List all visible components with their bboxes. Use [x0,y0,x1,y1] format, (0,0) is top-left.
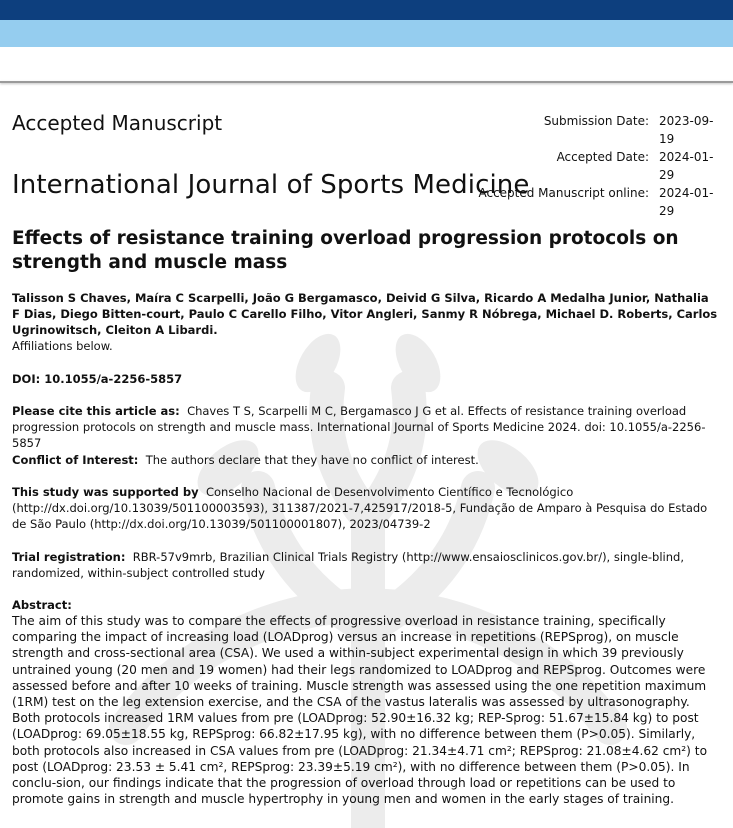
date-value: 2024-01-29 [659,186,714,218]
trial-label: Trial registration: [12,550,126,564]
article-title: Effects of resistance training overload progression protocols on strength and muscle mass [12,228,679,273]
top-banner-light [0,20,733,47]
date-label: Accepted Manuscript online: [478,186,649,200]
abstract-block [12,597,720,807]
date-label: Accepted Date: [556,150,649,164]
header-divider [0,81,733,83]
journal-title: International Journal of Sports Medicine [12,170,530,200]
conflict-text: The authors declare that they have no conflict of interest. [145,453,479,467]
support-text: Conselho Nacional de Desenvolvimento Científico e Tecnológico (http://dx.doi.org/10.13039/501100003593), 311387/2021-7,425917/2018-5, Fundação de Amparo à Pesquisa do Estado de São Paulo (http://dx.doi.org/10.13039/501100001807), 2023/04739-2 [12,485,708,531]
conflict-block [12,452,720,468]
support-block [12,484,720,532]
support-label: This study was supported by [12,485,199,499]
accepted-manuscript-label: Accepted Manuscript [12,111,223,135]
trial-text: RBR-57v9mrb, Brazilian Clinical Trials Registry (http://www.ensaiosclinicos.gov.br/), single-blind, randomized, within-subject controlled study [12,550,684,580]
cite-label: Please cite this article as: [12,404,180,418]
authors-list: Talisson S Chaves, Maíra C Scarpelli, João G Bergamasco, Deivid G Silva, Ricardo A Medalha Junior, Nathalia F Dias, Diego Bitten-court, Paulo C Carello Filho, Vitor Angleri, Sanmy R Nóbrega, Michael D. Roberts, Carlos Ugrinowitsch, Cleiton A Libardi. [12,291,718,337]
date-value: 2024-01-29 [659,150,714,182]
abstract-label: Abstract: [12,598,72,612]
dates-block [478,112,721,220]
cite-block [12,403,720,451]
doi-line: DOI: 10.1055/a-2256-5857 [12,372,183,386]
affiliations-note: Affiliations below. [12,339,113,353]
conflict-label: Conflict of Interest: [12,453,139,467]
submission-date-row [478,112,721,148]
top-banner-dark [0,0,733,20]
date-value: 2023-09-19 [659,114,714,146]
trial-block [12,549,720,581]
date-label: Submission Date: [543,114,649,128]
cite-text: Chaves T S, Scarpelli M C, Bergamasco J G et al. Effects of resistance training overload progression protocols on strength and muscle mass. International Journal of Sports Medicine 2024. doi: 10.1055/a-2256-5857 [12,404,706,450]
abstract-text: The aim of this study was to compare the effects of progressive overload in resistance training, specifically comparing the impact of increasing load (LOADprog) versus an increase in repetitions (REPSprog), on muscle strength and cross-sectional area (CSA). We used a within-subject experimental design in which 39 previously untrained young (20 men and 19 women) had their legs randomized to LOADprog and REPSprog. Outcomes were assessed before and after 10 weeks of training. Muscle strength was assessed using the one repetition maximum (1RM) test on the leg extension exercise, and the CSA of the vastus lateralis was assessed by ultrasonography. Both protocols increased 1RM values from pre (LOADprog: 52.90±16.32 kg; REP-Sprog: 51.67±15.84 kg) to post (LOADprog: 69.05±18.55 kg, REPSprog: 66.82±17.95 kg), with no difference between them (P>0.05). Similarly, both protocols also increased in CSA values from pre (LOADprog: 21.34±4.71 cm²; REPSprog: 21.08±4.62 cm²) to post (LOADprog: 23.53 ± 5.41 cm², REPSprog: 23.39±5.19 cm²), with no difference between them (P>0.05). In conclu-sion, our findings indicate that the progression of overload through load or repetitions can be used to promote gains in strength and muscle hypertrophy in young men and women in the early stages of training. [12,614,708,807]
